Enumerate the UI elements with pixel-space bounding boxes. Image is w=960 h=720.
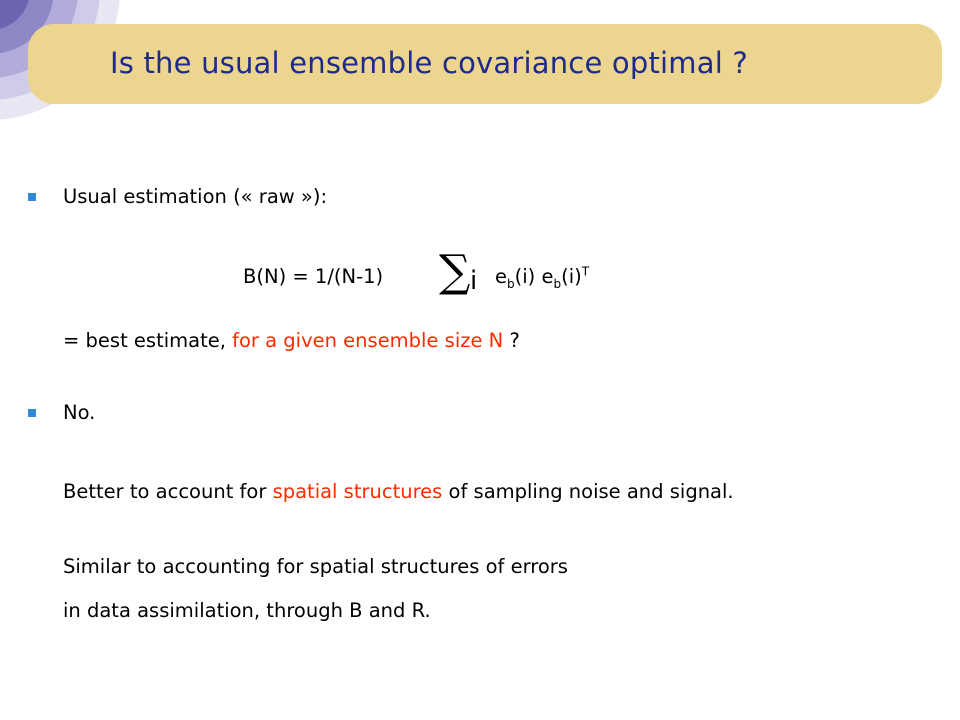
better-suffix: of sampling noise and signal. [442,480,734,503]
spatial-structures-highlight: spatial structures [272,480,443,503]
formula-sub1: b [507,276,515,291]
slide-title: Is the usual ensemble covariance optimal ? [110,46,748,80]
usual-estimation-label: Usual estimation (« raw »): [63,185,328,208]
formula-arg1: (i) [514,265,542,288]
formula-sup: T [581,264,590,279]
bullet-marker [28,409,36,417]
formula-sub2: b [553,276,562,291]
formula-lhs: B(N) = 1/(N-1) [243,265,384,288]
similar-line-1: Similar to accounting for spatial structures of errors [63,555,568,578]
no-label: No. [63,401,96,424]
formula-e1: e [495,265,507,288]
sum-index: i [470,266,478,296]
best-estimate-prefix: = best estimate, [63,329,233,352]
sigma-symbol: ∑ [439,246,471,297]
better-line [63,482,734,502]
best-estimate-suffix: ? [503,329,520,352]
best-estimate-line [63,331,520,351]
formula-rhs [495,264,590,291]
ensemble-size-highlight: for a given ensemble size N [232,329,504,352]
formula-arg2: (i) [561,265,582,288]
better-prefix: Better to account for [63,480,273,503]
similar-line-2: in data assimilation, through B and R. [63,599,431,622]
bullet-marker [28,193,36,201]
formula-e2: e [541,265,554,288]
